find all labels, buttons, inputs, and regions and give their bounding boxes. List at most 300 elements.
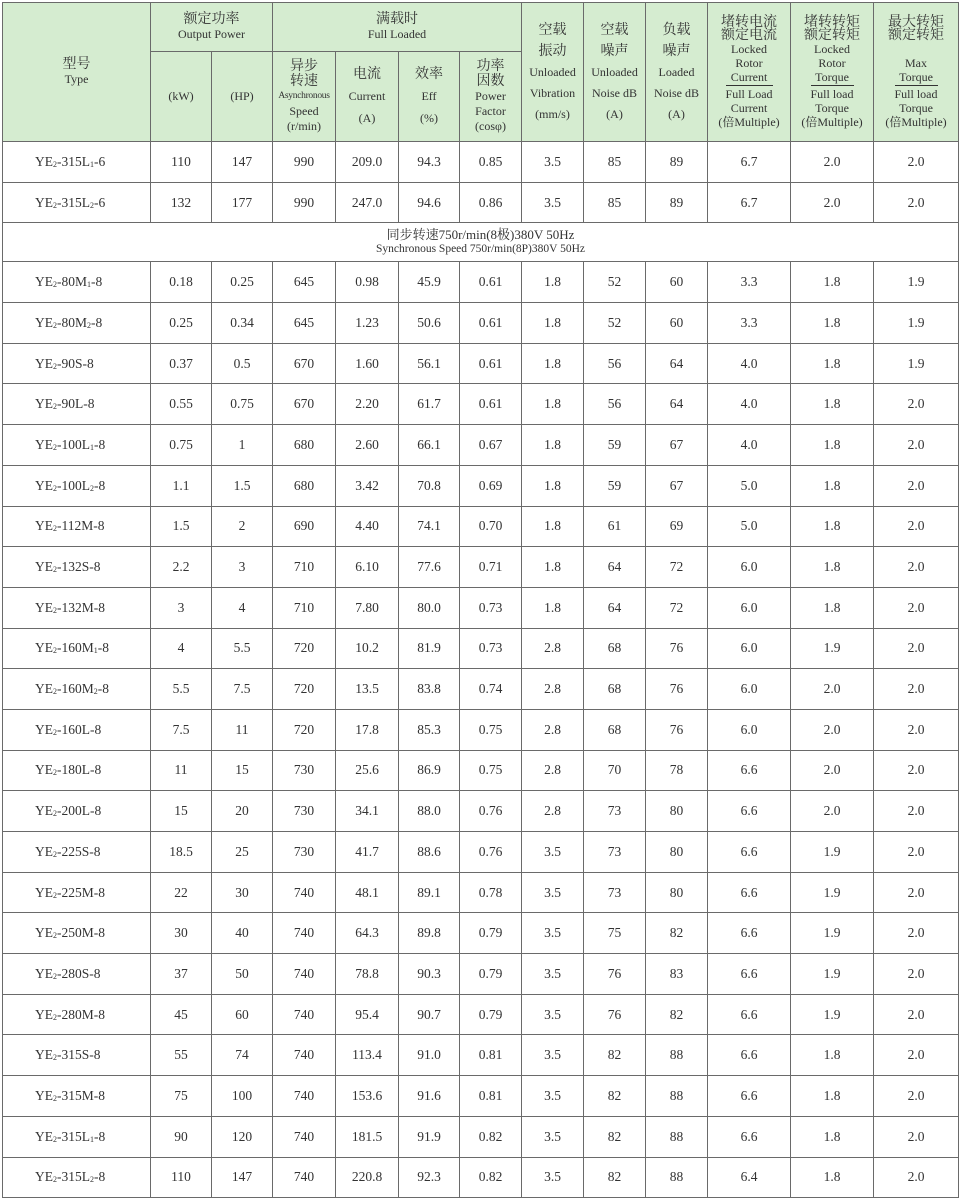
cell-l-noise: 76 <box>646 669 708 710</box>
cell-vib: 1.8 <box>522 547 584 588</box>
cell-kw: 132 <box>151 182 212 223</box>
cell-lrc: 6.0 <box>708 709 791 750</box>
cell-hp: 40 <box>212 913 273 954</box>
cell-current: 4.40 <box>336 506 399 547</box>
cell-unl-noise: 82 <box>584 1157 646 1198</box>
type-prefix: YE <box>35 518 53 534</box>
cell-eff: 88.0 <box>399 791 460 832</box>
section-divider <box>3 223 959 262</box>
cell-speed: 645 <box>273 262 336 303</box>
cell-current: 10.2 <box>336 628 399 669</box>
cell-kw: 7.5 <box>151 709 212 750</box>
cell-lrc: 6.6 <box>708 994 791 1035</box>
cell-speed: 740 <box>273 913 336 954</box>
cell-l-noise: 82 <box>646 994 708 1035</box>
type-sub: 2 <box>53 646 57 656</box>
section-label: 同步转速750r/min(8极)380V 50Hz Synchronous Speed 750r/min(8P)380V 50Hz <box>3 223 959 262</box>
cell-lrc: 6.6 <box>708 1076 791 1117</box>
cell-lrt: 1.9 <box>791 628 874 669</box>
type-model: -160M <box>57 681 94 697</box>
type-suffix: -8 <box>91 314 103 330</box>
cell-lrc: 5.0 <box>708 506 791 547</box>
type-sub: 2 <box>53 524 57 534</box>
cell-mt: 1.9 <box>874 303 959 344</box>
type-sub: 2 <box>53 565 57 575</box>
cell-speed: 680 <box>273 425 336 466</box>
table-row <box>3 669 959 710</box>
cell-eff: 85.3 <box>399 709 460 750</box>
motor-spec-table <box>2 2 959 1198</box>
cell-pf: 0.85 <box>460 142 522 183</box>
cell-speed: 740 <box>273 1116 336 1157</box>
type-msub: 2 <box>93 687 98 697</box>
cell-l-noise: 80 <box>646 791 708 832</box>
cell-mt: 2.0 <box>874 465 959 506</box>
table-row <box>3 954 959 995</box>
type-prefix: YE <box>35 1087 53 1103</box>
cell-eff: 94.3 <box>399 142 460 183</box>
cell-type <box>3 1116 151 1157</box>
cell-mt: 2.0 <box>874 182 959 223</box>
cell-eff: 45.9 <box>399 262 460 303</box>
cell-hp: 15 <box>212 750 273 791</box>
cell-lrc: 6.6 <box>708 832 791 873</box>
cell-unl-noise: 68 <box>584 709 646 750</box>
type-msub: 1 <box>90 159 94 169</box>
cell-lrc: 6.6 <box>708 791 791 832</box>
cell-lrc: 6.0 <box>708 669 791 710</box>
cell-mt: 2.0 <box>874 506 959 547</box>
cell-current: 2.60 <box>336 425 399 466</box>
cell-l-noise: 76 <box>646 709 708 750</box>
type-sub: 2 <box>53 849 57 859</box>
type-model: -200L-8 <box>57 803 102 819</box>
cell-vib: 2.8 <box>522 750 584 791</box>
cell-lrc: 6.6 <box>708 750 791 791</box>
cell-l-noise: 82 <box>646 913 708 954</box>
cell-pf: 0.79 <box>460 954 522 995</box>
cell-hp: 147 <box>212 1157 273 1198</box>
cell-pf: 0.61 <box>460 262 522 303</box>
cell-current: 95.4 <box>336 994 399 1035</box>
cell-mt: 2.0 <box>874 425 959 466</box>
cell-hp: 3 <box>212 547 273 588</box>
header-hp: (HP) <box>212 52 273 142</box>
cell-pf: 0.74 <box>460 669 522 710</box>
cell-kw: 4 <box>151 628 212 669</box>
cell-vib: 3.5 <box>522 954 584 995</box>
type-sub: 2 <box>53 1134 57 1144</box>
cell-hp: 25 <box>212 832 273 873</box>
table-row <box>3 709 959 750</box>
cell-unl-noise: 52 <box>584 303 646 344</box>
cell-vib: 1.8 <box>522 262 584 303</box>
type-sub: 2 <box>53 483 57 493</box>
cell-unl-noise: 56 <box>584 384 646 425</box>
cell-pf: 0.81 <box>460 1035 522 1076</box>
cell-vib: 3.5 <box>522 142 584 183</box>
cell-eff: 88.6 <box>399 832 460 873</box>
cell-speed: 740 <box>273 1157 336 1198</box>
type-msub: 1 <box>93 646 98 656</box>
cell-lrc: 6.6 <box>708 1116 791 1157</box>
cell-eff: 90.3 <box>399 954 460 995</box>
cell-current: 17.8 <box>336 709 399 750</box>
cell-speed: 740 <box>273 994 336 1035</box>
cell-kw: 30 <box>151 913 212 954</box>
cell-mt: 2.0 <box>874 142 959 183</box>
cell-current: 113.4 <box>336 1035 399 1076</box>
table-row <box>3 1035 959 1076</box>
header-efficiency: 效率 Eff (%) <box>399 52 460 142</box>
header-unloaded-vibration: 空载 振动 Unloaded Vibration (mm/s) <box>522 3 584 142</box>
cell-pf: 0.67 <box>460 425 522 466</box>
type-prefix: YE <box>35 681 53 697</box>
cell-eff: 86.9 <box>399 750 460 791</box>
cell-current: 6.10 <box>336 547 399 588</box>
cell-mt: 2.0 <box>874 1076 959 1117</box>
cell-l-noise: 72 <box>646 587 708 628</box>
cell-l-noise: 60 <box>646 262 708 303</box>
type-sub: 2 <box>53 768 57 778</box>
type-prefix: YE <box>35 559 53 575</box>
type-prefix: YE <box>35 274 53 290</box>
cell-lrc: 3.3 <box>708 262 791 303</box>
cell-l-noise: 67 <box>646 425 708 466</box>
cell-vib: 3.5 <box>522 182 584 223</box>
cell-pf: 0.71 <box>460 547 522 588</box>
cell-unl-noise: 64 <box>584 547 646 588</box>
cell-l-noise: 69 <box>646 506 708 547</box>
cell-current: 64.3 <box>336 913 399 954</box>
type-prefix: YE <box>35 803 53 819</box>
cell-mt: 2.0 <box>874 994 959 1035</box>
type-sub: 2 <box>53 687 57 697</box>
table-row <box>3 1116 959 1157</box>
table-row <box>3 547 959 588</box>
cell-lrt: 1.8 <box>791 465 874 506</box>
cell-vib: 1.8 <box>522 343 584 384</box>
table-row <box>3 872 959 913</box>
cell-pf: 0.69 <box>460 465 522 506</box>
cell-speed: 720 <box>273 628 336 669</box>
cell-eff: 91.6 <box>399 1076 460 1117</box>
cell-kw: 11 <box>151 750 212 791</box>
type-sub: 2 <box>53 1053 57 1063</box>
cell-vib: 1.8 <box>522 587 584 628</box>
cell-lrc: 4.0 <box>708 343 791 384</box>
cell-pf: 0.76 <box>460 791 522 832</box>
cell-speed: 990 <box>273 142 336 183</box>
cell-current: 34.1 <box>336 791 399 832</box>
cell-type <box>3 262 151 303</box>
cell-eff: 80.0 <box>399 587 460 628</box>
cell-speed: 740 <box>273 1035 336 1076</box>
cell-kw: 0.55 <box>151 384 212 425</box>
cell-speed: 730 <box>273 832 336 873</box>
type-sub: 2 <box>53 402 57 412</box>
cell-vib: 2.8 <box>522 669 584 710</box>
cell-mt: 1.9 <box>874 262 959 303</box>
cell-mt: 2.0 <box>874 1116 959 1157</box>
cell-kw: 3 <box>151 587 212 628</box>
cell-hp: 0.75 <box>212 384 273 425</box>
type-msub: 2 <box>90 483 94 493</box>
cell-vib: 1.8 <box>522 465 584 506</box>
type-model: -315L <box>57 153 90 169</box>
type-suffix: -8 <box>94 477 106 493</box>
type-model: -100L <box>57 436 90 452</box>
cell-kw: 0.18 <box>151 262 212 303</box>
cell-lrc: 4.0 <box>708 425 791 466</box>
cell-pf: 0.78 <box>460 872 522 913</box>
type-msub: 1 <box>87 280 91 290</box>
cell-l-noise: 80 <box>646 872 708 913</box>
cell-type <box>3 791 151 832</box>
cell-hp: 0.25 <box>212 262 273 303</box>
cell-type <box>3 628 151 669</box>
cell-unl-noise: 82 <box>584 1035 646 1076</box>
cell-lrc: 6.6 <box>708 913 791 954</box>
cell-lrt: 1.8 <box>791 425 874 466</box>
cell-kw: 45 <box>151 994 212 1035</box>
cell-hp: 74 <box>212 1035 273 1076</box>
cell-hp: 11 <box>212 709 273 750</box>
cell-lrt: 1.8 <box>791 303 874 344</box>
cell-speed: 720 <box>273 669 336 710</box>
type-sub: 2 <box>53 890 57 900</box>
cell-l-noise: 89 <box>646 142 708 183</box>
type-msub: 1 <box>90 442 94 452</box>
cell-type <box>3 954 151 995</box>
type-model: -80M <box>57 314 87 330</box>
type-sub: 2 <box>53 361 57 371</box>
cell-l-noise: 78 <box>646 750 708 791</box>
type-prefix: YE <box>35 965 53 981</box>
type-model: -315L <box>57 1128 90 1144</box>
cell-eff: 91.9 <box>399 1116 460 1157</box>
cell-unl-noise: 73 <box>584 791 646 832</box>
cell-vib: 1.8 <box>522 303 584 344</box>
cell-lrt: 1.9 <box>791 954 874 995</box>
cell-pf: 0.81 <box>460 1076 522 1117</box>
cell-hp: 20 <box>212 791 273 832</box>
type-suffix: -8 <box>94 436 106 452</box>
header-locked-rotor-torque: 堵转转矩 额定转矩 Locked Rotor Torque Full load Torque (倍Multiple) <box>791 3 874 142</box>
cell-type <box>3 303 151 344</box>
type-prefix: YE <box>35 884 53 900</box>
table-row <box>3 303 959 344</box>
cell-mt: 2.0 <box>874 791 959 832</box>
cell-eff: 91.0 <box>399 1035 460 1076</box>
type-model: -315L <box>57 194 90 210</box>
type-prefix: YE <box>35 925 53 941</box>
cell-unl-noise: 76 <box>584 994 646 1035</box>
cell-pf: 0.73 <box>460 628 522 669</box>
cell-lrc: 5.0 <box>708 465 791 506</box>
type-sub: 2 <box>53 1175 57 1185</box>
cell-vib: 3.5 <box>522 1035 584 1076</box>
table-row <box>3 384 959 425</box>
type-msub: 1 <box>90 1134 94 1144</box>
header-output-power: 额定功率 Output Power <box>151 3 273 52</box>
type-model: -225S-8 <box>57 843 101 859</box>
type-prefix: YE <box>35 194 53 210</box>
cell-unl-noise: 59 <box>584 425 646 466</box>
type-model: -132M-8 <box>57 599 105 615</box>
table-body-top <box>3 142 959 223</box>
table-row <box>3 262 959 303</box>
cell-pf: 0.82 <box>460 1116 522 1157</box>
cell-type <box>3 750 151 791</box>
table-row <box>3 628 959 669</box>
cell-hp: 100 <box>212 1076 273 1117</box>
header-speed: 异步 转速 Asynchronous Speed (r/min) <box>273 52 336 142</box>
cell-type <box>3 384 151 425</box>
cell-unl-noise: 64 <box>584 587 646 628</box>
cell-eff: 94.6 <box>399 182 460 223</box>
cell-speed: 680 <box>273 465 336 506</box>
cell-type <box>3 832 151 873</box>
type-prefix: YE <box>35 314 53 330</box>
cell-speed: 670 <box>273 343 336 384</box>
cell-vib: 3.5 <box>522 913 584 954</box>
table-row <box>3 587 959 628</box>
header-power-factor: 功率 因数 Power Factor (cosφ) <box>460 52 522 142</box>
cell-kw: 75 <box>151 1076 212 1117</box>
cell-lrt: 1.8 <box>791 262 874 303</box>
cell-unl-noise: 82 <box>584 1116 646 1157</box>
cell-lrt: 1.8 <box>791 1035 874 1076</box>
cell-lrt: 2.0 <box>791 142 874 183</box>
cell-kw: 1.5 <box>151 506 212 547</box>
cell-current: 7.80 <box>336 587 399 628</box>
cell-lrt: 2.0 <box>791 709 874 750</box>
cell-unl-noise: 82 <box>584 1076 646 1117</box>
cell-eff: 61.7 <box>399 384 460 425</box>
cell-eff: 70.8 <box>399 465 460 506</box>
cell-pf: 0.61 <box>460 343 522 384</box>
cell-hp: 1 <box>212 425 273 466</box>
cell-hp: 120 <box>212 1116 273 1157</box>
cell-hp: 177 <box>212 182 273 223</box>
type-model: -225M-8 <box>57 884 105 900</box>
type-msub: 2 <box>90 1175 94 1185</box>
cell-l-noise: 64 <box>646 343 708 384</box>
cell-type <box>3 709 151 750</box>
cell-mt: 2.0 <box>874 547 959 588</box>
cell-vib: 3.5 <box>522 832 584 873</box>
cell-current: 0.98 <box>336 262 399 303</box>
cell-speed: 730 <box>273 791 336 832</box>
cell-l-noise: 72 <box>646 547 708 588</box>
cell-unl-noise: 75 <box>584 913 646 954</box>
type-model: -90L-8 <box>57 396 95 412</box>
type-prefix: YE <box>35 396 53 412</box>
type-sub: 2 <box>53 931 57 941</box>
type-sub: 2 <box>53 971 57 981</box>
cell-mt: 2.0 <box>874 832 959 873</box>
cell-lrt: 2.0 <box>791 750 874 791</box>
cell-unl-noise: 73 <box>584 872 646 913</box>
type-sub: 2 <box>53 159 57 169</box>
cell-speed: 670 <box>273 384 336 425</box>
cell-unl-noise: 76 <box>584 954 646 995</box>
table-row <box>3 1076 959 1117</box>
cell-lrc: 6.0 <box>708 547 791 588</box>
cell-type <box>3 1076 151 1117</box>
cell-eff: 92.3 <box>399 1157 460 1198</box>
cell-lrt: 2.0 <box>791 791 874 832</box>
cell-lrt: 2.0 <box>791 182 874 223</box>
type-suffix: -8 <box>91 274 103 290</box>
table-row <box>3 750 959 791</box>
cell-lrc: 6.0 <box>708 628 791 669</box>
type-sub: 2 <box>53 1012 57 1022</box>
header-loaded-noise: 负载 噪声 Loaded Noise dB (A) <box>646 3 708 142</box>
cell-speed: 740 <box>273 872 336 913</box>
type-prefix: YE <box>35 1128 53 1144</box>
cell-lrt: 1.8 <box>791 1157 874 1198</box>
cell-pf: 0.76 <box>460 832 522 873</box>
cell-current: 1.23 <box>336 303 399 344</box>
cell-lrc: 6.6 <box>708 954 791 995</box>
cell-pf: 0.86 <box>460 182 522 223</box>
cell-eff: 90.7 <box>399 994 460 1035</box>
cell-vib: 2.8 <box>522 709 584 750</box>
cell-speed: 740 <box>273 954 336 995</box>
cell-kw: 110 <box>151 142 212 183</box>
type-model: -112M-8 <box>57 518 105 534</box>
cell-lrc: 3.3 <box>708 303 791 344</box>
cell-unl-noise: 61 <box>584 506 646 547</box>
cell-speed: 710 <box>273 547 336 588</box>
cell-unl-noise: 70 <box>584 750 646 791</box>
cell-mt: 2.0 <box>874 384 959 425</box>
cell-hp: 30 <box>212 872 273 913</box>
cell-type <box>3 506 151 547</box>
cell-l-noise: 67 <box>646 465 708 506</box>
cell-mt: 2.0 <box>874 913 959 954</box>
cell-current: 3.42 <box>336 465 399 506</box>
cell-l-noise: 76 <box>646 628 708 669</box>
type-suffix: -8 <box>97 640 109 656</box>
cell-unl-noise: 68 <box>584 628 646 669</box>
cell-type <box>3 465 151 506</box>
cell-kw: 2.2 <box>151 547 212 588</box>
cell-hp: 4 <box>212 587 273 628</box>
cell-mt: 2.0 <box>874 1035 959 1076</box>
cell-hp: 0.34 <box>212 303 273 344</box>
cell-pf: 0.70 <box>460 506 522 547</box>
cell-unl-noise: 52 <box>584 262 646 303</box>
type-model: -160M <box>57 640 94 656</box>
cell-lrc: 6.7 <box>708 142 791 183</box>
table-row <box>3 1157 959 1198</box>
cell-current: 247.0 <box>336 182 399 223</box>
table-row <box>3 913 959 954</box>
cell-vib: 3.5 <box>522 1116 584 1157</box>
cell-hp: 1.5 <box>212 465 273 506</box>
type-prefix: YE <box>35 355 53 371</box>
cell-eff: 77.6 <box>399 547 460 588</box>
cell-type <box>3 425 151 466</box>
type-prefix: YE <box>35 1169 53 1185</box>
cell-current: 209.0 <box>336 142 399 183</box>
cell-eff: 83.8 <box>399 669 460 710</box>
type-suffix: -6 <box>94 153 106 169</box>
cell-hp: 5.5 <box>212 628 273 669</box>
